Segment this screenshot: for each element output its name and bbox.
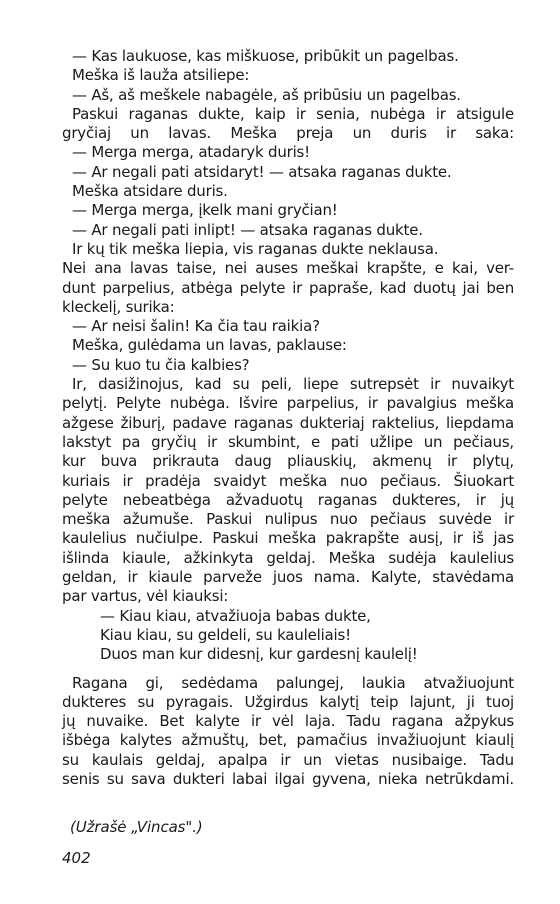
poem-line: Kiau kiau, su geldeli, su kauleliais! [100,625,351,644]
text-line: Nei ana lavas taise, nei auses meškai krapšte, e kai, ver- [62,259,514,278]
text-line: senis su sava dukteri labai ilgai gyvena, nieka netrūkdami. [62,769,514,788]
text-line: Ir, dasižinojus, kad su peli, liepe sutrepsėt ir nuvaikyt [72,375,514,394]
text-line: kleckelį, surika: [62,297,175,316]
text-line: išbėga kalytes ažmuštų, bet, pamačius invažiuojunt kiaulį [62,731,514,750]
text-line: — Ar negali pati inlipt! — atsaka raganas dukte. [72,220,423,239]
text-line: Ir kų tik meška liepia, vis raganas dukte neklausa. [72,239,439,258]
text-line: meška ažumuše. Paskui nulipus nuo pečiaus suvėde ir [62,510,514,529]
text-line: — Kas laukuose, kas miškuose, pribūkit un pagelbas. [72,47,459,65]
page-number: 402 [62,849,91,867]
text-line: dukteres su pyragais. Užgirdus kalytį teip lajunt, ji tuoj [62,692,514,711]
text-line: kur buva prikrauta daug pliauskių, akmenų ir plytų, [62,452,514,471]
closing-paragraph [62,674,514,790]
text-line: su kaulais geldaj, apalpa ir un vietas nusibaige. Tadu [62,750,514,769]
poem-line: — Kiau kiau, atvažiuoja babas dukte, [100,606,371,625]
text-line: lakstyt pa gryčių ir skumbint, e pati užlipe un pečiaus, [62,432,514,451]
text-line: kuriais ir pradėja svaidyt meška nuo pečiaus. Šiuokart [62,471,514,490]
text-line: Meška, gulėdama un lavas, paklause: [72,336,347,355]
poem-line: Duos man kur didesnį, kur gardesnį kaulelį! [100,645,418,664]
text-line: par vartus, vėl kiauksi: [62,587,229,606]
text-line: Meška atsidare duris. [72,182,228,201]
text-line: išlinda kiaule, ažkinkyta geldaj. Meška sudėja kaulelius [62,548,514,567]
text-line: — Merga merga, įkelk mani gryčian! [72,201,338,220]
story-text [62,47,514,789]
text-line: — Su kuo tu čia kalbies? [72,355,250,374]
text-line: — Ar negali pati atsidaryt! — atsaka raganas dukte. [72,162,452,181]
text-line: Meška iš lauža atsiliepe: [72,66,250,85]
text-line: jų nuvaike. Bet kalyte ir vėl laja. Tadu ragana ažpykus [62,712,514,731]
text-line: dunt parpelius, atbėga pelyte ir papraše, kad duotų jai ben [62,278,514,297]
text-line: — Merga merga, atadaryk duris! [72,143,310,162]
text-line: Ragana gi, sedėdama palungej, laukia atvažiuojunt [72,673,514,692]
text-line: geldan, ir kiaule parveže juos nama. Kalyte, stavėdama [62,568,514,587]
text-line: Paskui raganas dukte, kaip ir senia, nubėga ir atsigule [72,104,514,123]
poem-block [62,607,514,665]
text-line: gryčiaj un lavas. Meška preja un duris ir saka: [62,124,514,143]
text-line: — Aš, aš meškele nabagėle, aš pribūsiu un pagelbas. [72,85,461,104]
text-line: kaulelius nučiulpe. Paskui meška pakrapšte ausį, ir iš jas [62,529,514,548]
text-line: pelyte nebeatbėga ažvaduotų raganas dukteres, ir jų [62,490,514,509]
source-note: (Užrašė „Vincas".) [70,818,203,836]
text-line: — Ar neisi šalin! Ka čia tau raikia? [72,317,320,336]
text-line: ažgese žiburį, padave raganas dukteriaj raktelius, liepdama [62,413,514,432]
text-line: pelytį. Pelyte nubėga. Išvire parpelius, ir pavalgius meška [62,394,514,413]
